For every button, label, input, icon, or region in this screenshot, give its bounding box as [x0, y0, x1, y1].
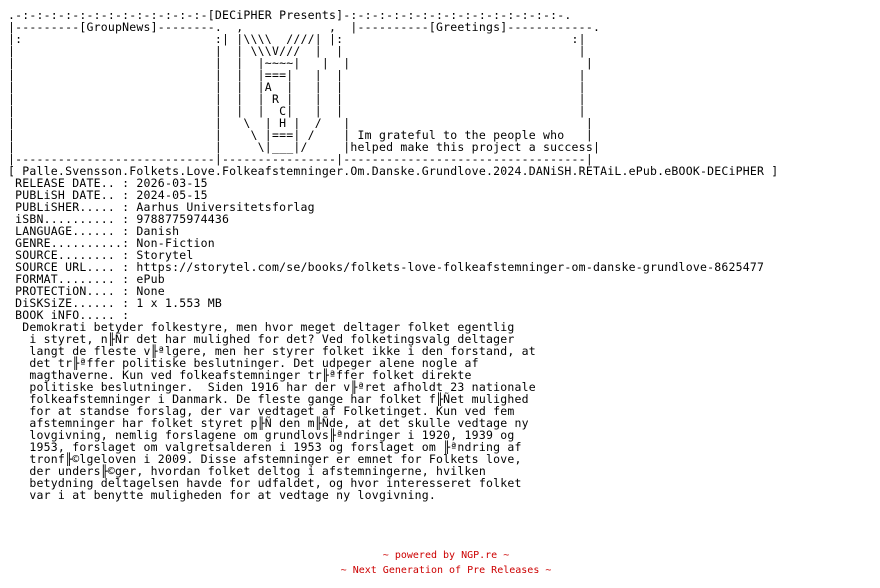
nfo-line: det tr╟ªffer politiske beslutninger. Det udpeger alene nogle af	[29, 356, 479, 370]
nfo-line: |---------[GroupNews]--------. , , |----------[Greetings]------------.	[8, 20, 601, 34]
nfo-line: LANGUAGE...... : Danish	[15, 224, 180, 238]
nfo-line: |----------------------------|----------------|----------------------------------|	[8, 152, 593, 166]
nfo-line: iSBN.......... : 9788775974436	[15, 212, 230, 226]
nfo-line: | | \ | H | / | |	[8, 116, 593, 130]
nfo-line: folkeafstemninger i Danmark. De fleste gange har folket f╟Ñet mulighed	[29, 392, 529, 406]
nfo-line: FORMAT........ : ePub	[15, 272, 165, 286]
nfo-line: | | | |~~~~| | | |	[8, 56, 593, 70]
nfo-text	[8, 9, 778, 501]
nfo-line: der unders╟©ger, hvordan folket deltog i afstemningerne, hvilken	[29, 464, 486, 478]
nfo-line: DiSKSiZE...... : 1 x 1.553 MB	[15, 296, 223, 310]
nfo-line: i styret, n╟Ñr det har mulighed for det? Ved folketingsvalg deltager	[29, 332, 515, 346]
nfo-line: | | | | R | | | |	[8, 92, 586, 106]
nfo-line: langt de fleste v╟ªlgere, men her styrer folket ikke i den forstand, at	[29, 344, 536, 358]
nfo-line: magthaverne. Kun ved folkeafstemninger tr╟ªffer folket direkte	[29, 368, 472, 382]
nfo-line: RELEASE DATE.. : 2026-03-15	[15, 176, 208, 190]
nfo-line: politiske beslutninger. Siden 1916 har der v╟ªret afholdt 23 nationale	[29, 380, 536, 394]
nfo-line: afstemninger har folket styret p╟Ñ den m╟Ñde, at det skulle vedtage ny	[29, 416, 529, 430]
nfo-line: | | | |===| | | |	[8, 68, 586, 82]
nfo-line: | | | |A | | | |	[8, 80, 586, 94]
nfo-line: |: :| |\\\\ ////| |: :|	[8, 32, 586, 46]
nfo-line: Demokrati betyder folkestyre, men hvor meget deltager folket egentlig	[22, 320, 515, 334]
nfo-line: BOOK iNFO..... :	[15, 308, 130, 322]
nfo-line: var i at benytte muligheden for at vedtage ny lovgivning.	[29, 488, 437, 502]
nfo-line: PUBLiSH DATE.. : 2024-05-15	[15, 188, 208, 202]
nfo-line: betydning deltagelsen havde for udfaldet, og hvor interesseret folket	[29, 476, 522, 490]
nfo-line: | | | | C| | | |	[8, 104, 586, 118]
nfo-line: GENRE..........: Non-Fiction	[15, 236, 215, 250]
nfo-line: PROTECTiON.... : None	[15, 284, 165, 298]
nfo-line: | | | \\\V/// | | |	[8, 44, 586, 58]
nfo-line: | | \ |===| / | Im grateful to the people who |	[8, 128, 593, 142]
nfo-line: PUBLiSHER..... : Aarhus Universitetsforlag	[15, 200, 315, 214]
nfo-line: [ Palle.Svensson.Folkets.Love.Folkeafstemninger.Om.Danske.Grundlove.2024.DANiSH.RETAiL.ePub.eBOOK-DECiPHER ]	[8, 164, 779, 178]
nfo-line: SOURCE URL.... : https://storytel.com/se/books/folkets-love-folkeafstemninger-om-danske-grundlove-8625477	[15, 260, 765, 274]
nfo-line: .-:-:-:-:-:-:-:-:-:-:-:-:-:-[DECiPHER Presents]-:-:-:-:-:-:-:-:-:-:-:-:-:-:-:-.	[8, 8, 572, 22]
nfo-line: tronf╟©lgeloven i 2009. Disse afstemninger er emnet for Folkets love,	[29, 452, 522, 466]
nfo-line: | | \|___|/ |helped make this project a success|	[8, 140, 601, 154]
tagline	[0, 550, 880, 578]
nfo-line: lovgivning, nemlig forslagene om grundlovs╟ªndringer i 1920, 1939 og	[29, 428, 515, 442]
powered-by-link[interactable]: ~ powered by NGP.re ~	[382, 550, 510, 561]
nfo-line: 1953, forslaget om valgretsalderen i 1953 og forslaget om ╟ªndring af	[29, 440, 522, 454]
nfo-line: SOURCE........ : Storytel	[15, 248, 194, 262]
tagline-link[interactable]: ~ Next Generation of Pre Releases ~	[340, 565, 552, 576]
nfo-line: for at standse forslag, der var vedtaget af Folketinget. Kun ved fem	[29, 404, 515, 418]
